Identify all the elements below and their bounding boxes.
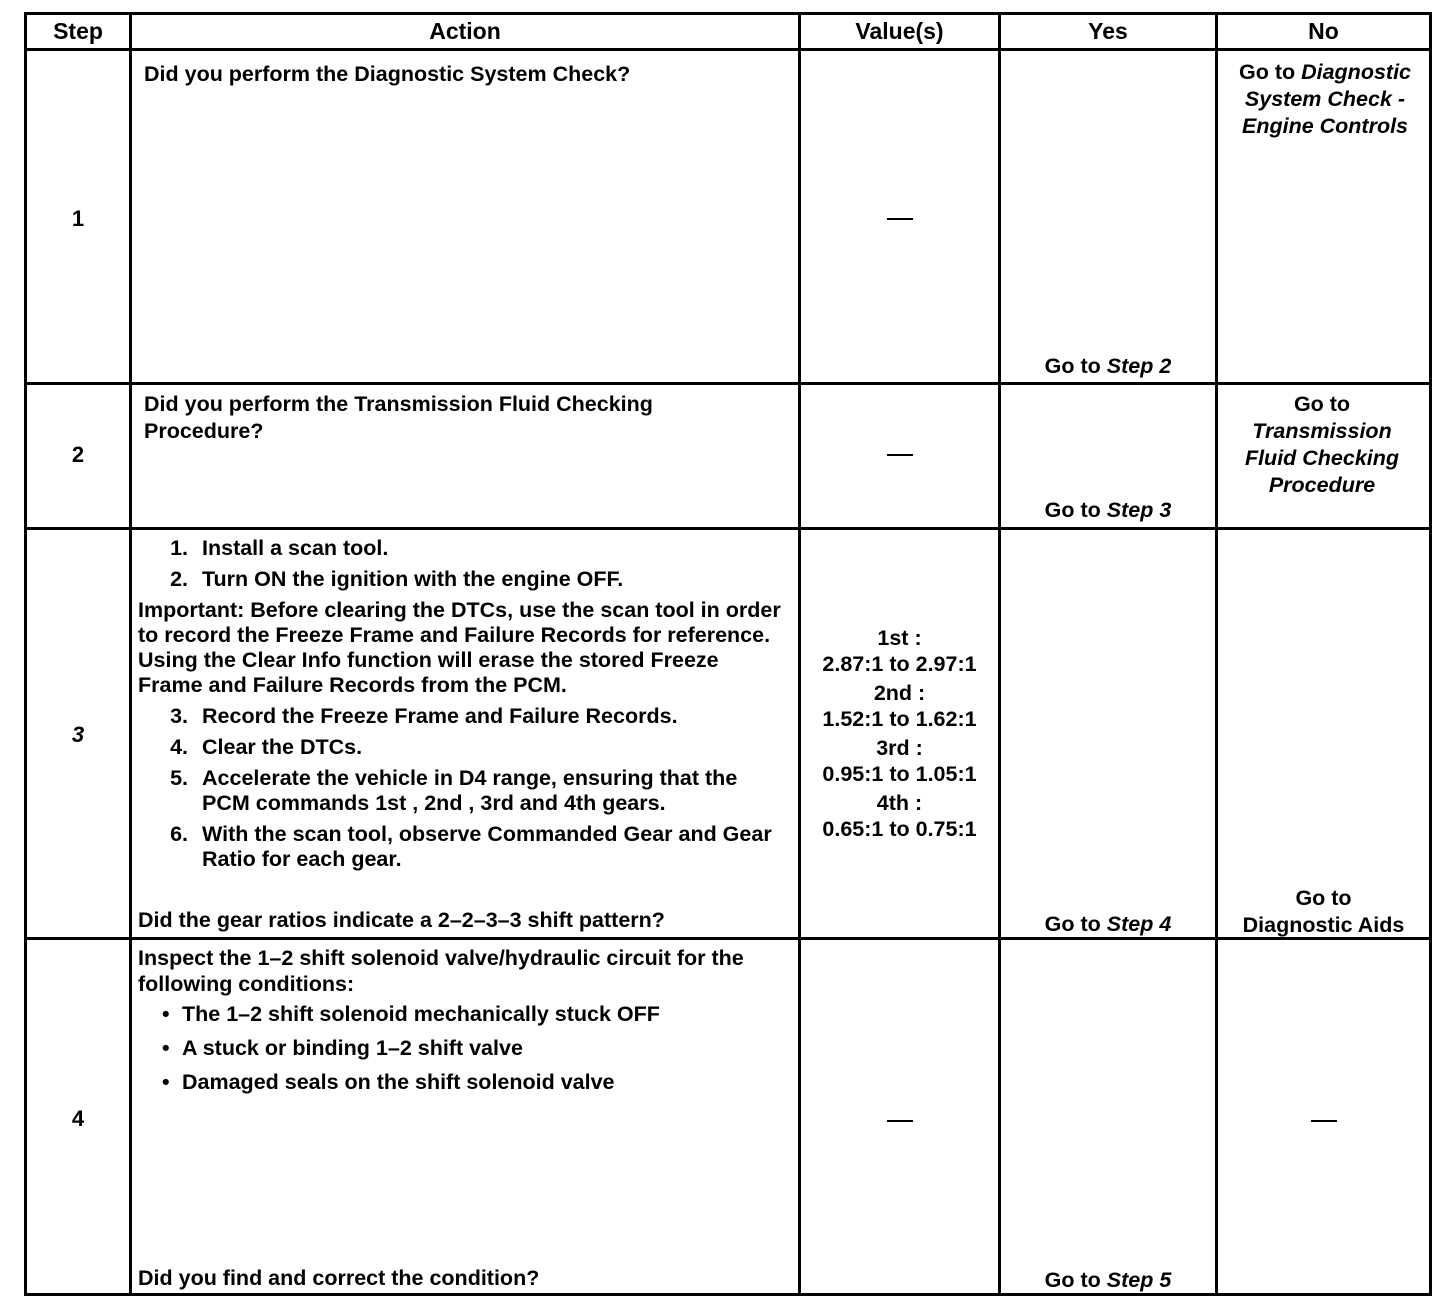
procedure-list xyxy=(138,704,788,872)
row-divider xyxy=(27,527,1429,530)
action-question: Did you perform the Diagnostic System Check? xyxy=(144,62,631,86)
go-to-text: Go to xyxy=(1044,912,1101,936)
column-divider xyxy=(129,15,132,1293)
no-dash xyxy=(1218,1107,1429,1134)
yes-action xyxy=(1001,353,1215,380)
gear-label: 1st : xyxy=(877,626,922,650)
column-divider xyxy=(1215,15,1218,1293)
header-no: No xyxy=(1218,15,1429,51)
no-action xyxy=(1218,885,1429,939)
procedure-step: 6. With the scan tool, observe Commanded Gear and Gear Ratio for each gear. xyxy=(194,822,788,872)
header-step: Step xyxy=(27,15,129,51)
dash-mark xyxy=(1311,1120,1337,1122)
gear-value xyxy=(801,680,998,732)
condition-item: • The 1–2 shift solenoid mechanically stuck OFF xyxy=(182,1001,788,1027)
gear-value xyxy=(801,790,998,842)
no-target-link[interactable]: Diagnostic Aids xyxy=(1242,913,1405,937)
action-block xyxy=(138,945,788,1103)
procedure-step: 4. Clear the DTCs. xyxy=(194,735,788,760)
action-block xyxy=(138,533,788,878)
important-note xyxy=(138,598,788,698)
gear-label: 3rd : xyxy=(876,736,923,760)
gear-label: 2nd : xyxy=(873,681,926,705)
value-dash xyxy=(801,1107,998,1134)
dash-mark xyxy=(887,1120,913,1122)
gear-range: 0.65:1 to 0.75:1 xyxy=(822,817,977,841)
yes-action xyxy=(1001,1267,1215,1294)
important-label: Important: xyxy=(138,598,245,622)
step-number: 3 xyxy=(71,722,85,747)
dash-mark xyxy=(887,454,913,456)
gear-ratio-values xyxy=(801,625,998,845)
procedure-step: 2. Turn ON the ignition with the engine OFF. xyxy=(194,567,788,592)
step-number: 4 xyxy=(71,1106,85,1131)
gear-value xyxy=(801,625,998,677)
no-target-link[interactable]: Transmission Fluid Checking Procedure xyxy=(1244,419,1400,497)
step-number: 1 xyxy=(71,206,85,231)
dash-mark xyxy=(887,218,913,220)
gear-range: 2.87:1 to 2.97:1 xyxy=(822,652,977,676)
gear-range: 0.95:1 to 1.05:1 xyxy=(822,762,977,786)
condition-item: • Damaged seals on the shift solenoid valve xyxy=(182,1069,788,1095)
condition-item: • A stuck or binding 1–2 shift valve xyxy=(182,1035,788,1061)
header-yes: Yes xyxy=(1001,15,1215,51)
procedure-step: 1. Install a scan tool. xyxy=(194,536,788,561)
step-number: 2 xyxy=(71,442,85,467)
procedure-step: 5. Accelerate the vehicle in D4 range, ensuring that the PCM commands 1st , 2nd , 3rd and 4th gears. xyxy=(194,766,788,816)
go-to-text: Go to xyxy=(1295,886,1352,910)
column-divider xyxy=(998,15,1001,1293)
yes-target-link[interactable]: Step 4 xyxy=(1106,912,1172,936)
go-to-text: Go to xyxy=(1044,1268,1101,1292)
no-action xyxy=(1227,59,1423,140)
action-question: Did you perform the Transmission Fluid Checking Procedure? xyxy=(144,392,653,443)
go-to-text: Go to xyxy=(1238,60,1296,84)
no-action xyxy=(1237,391,1407,499)
yes-action xyxy=(1001,911,1215,938)
condition-list xyxy=(138,1001,788,1095)
procedure-step: 3. Record the Freeze Frame and Failure Records. xyxy=(194,704,788,729)
diagnostic-table xyxy=(24,12,1432,1296)
gear-range: 1.52:1 to 1.62:1 xyxy=(822,707,977,731)
action-question: Did you find and correct the condition? xyxy=(138,1266,540,1290)
yes-target-link[interactable]: Step 2 xyxy=(1106,354,1172,378)
procedure-list xyxy=(138,536,788,592)
value-dash xyxy=(801,441,998,468)
go-to-text: Go to xyxy=(1293,392,1351,416)
gear-value xyxy=(801,735,998,787)
value-dash xyxy=(801,205,998,232)
action-question: Did the gear ratios indicate a 2–2–3–3 shift pattern? xyxy=(138,908,665,932)
inspect-intro: Inspect the 1–2 shift solenoid valve/hydraulic circuit for the following conditions: xyxy=(138,946,744,996)
header-values: Value(s) xyxy=(801,15,998,51)
row-divider xyxy=(27,382,1429,385)
yes-action xyxy=(1001,497,1215,524)
important-text: Before clearing the DTCs, use the scan tool in order to record the Freeze Frame and Failure Records for reference. Using the Clear Info function will erase the stored Freeze Frame and Failure Records from the PCM. xyxy=(138,598,781,697)
header-action: Action xyxy=(132,15,798,51)
go-to-text: Go to xyxy=(1044,354,1101,378)
go-to-text: Go to xyxy=(1044,498,1101,522)
yes-target-link[interactable]: Step 3 xyxy=(1106,498,1172,522)
no-target-link[interactable]: Diagnostic System Check - Engine Controls xyxy=(1241,60,1411,138)
yes-target-link[interactable]: Step 5 xyxy=(1106,1268,1172,1292)
gear-label: 4th : xyxy=(876,791,923,815)
